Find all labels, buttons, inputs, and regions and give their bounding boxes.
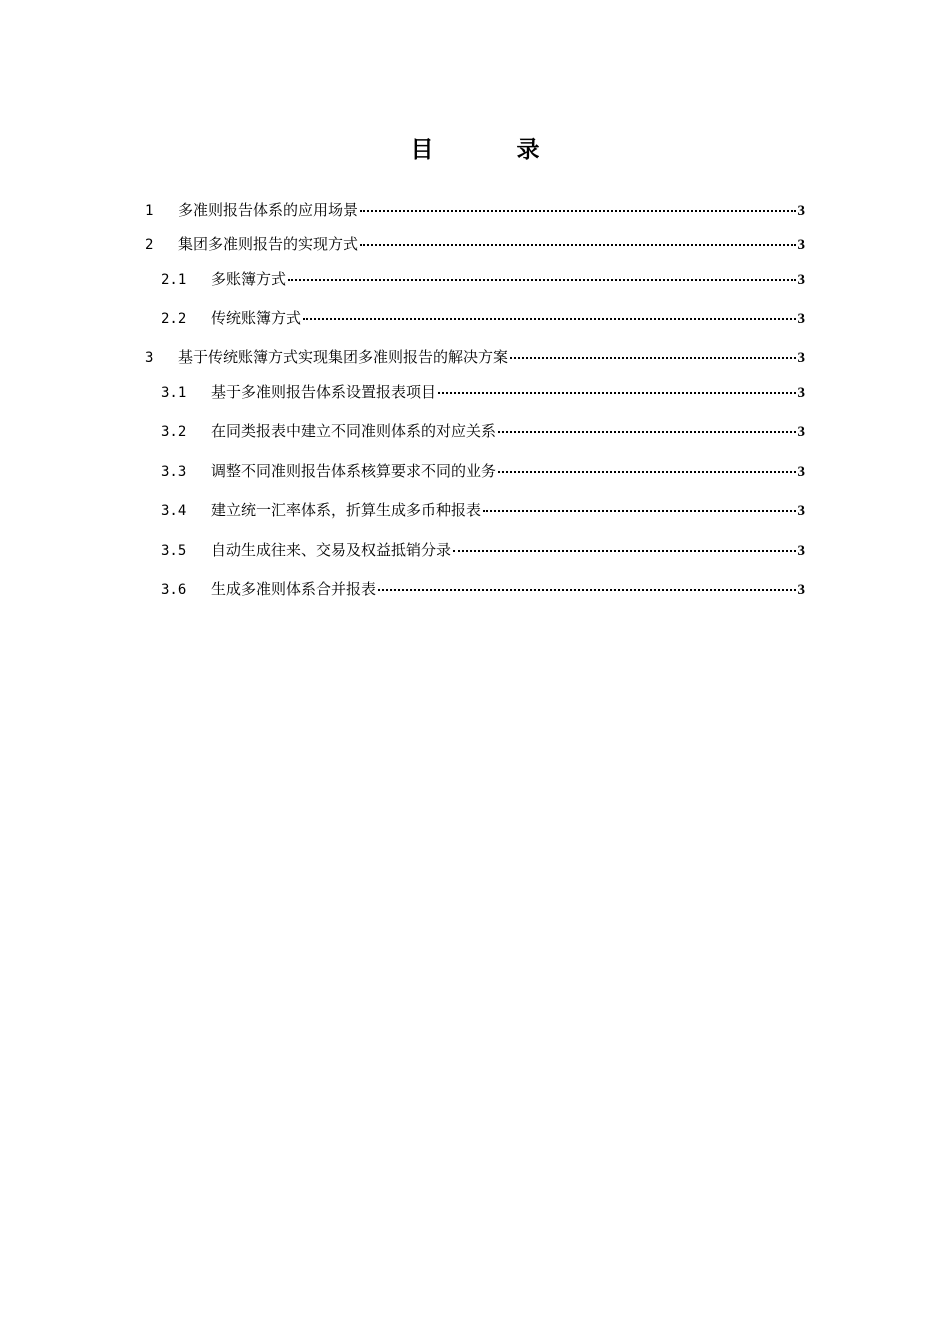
toc-entry-number: 2.2 bbox=[161, 311, 187, 327]
toc-leader-dots bbox=[288, 278, 795, 281]
toc-entry-text: 生成多准则体系合并报表 bbox=[211, 580, 377, 598]
toc-entry-page: 3 bbox=[797, 424, 805, 440]
toc-entry[interactable] bbox=[145, 234, 805, 255]
toc-entry-number: 2.1 bbox=[161, 272, 187, 288]
toc-entry[interactable] bbox=[161, 382, 805, 403]
toc-entry[interactable] bbox=[145, 347, 805, 368]
toc-entry-number: 3.2 bbox=[161, 424, 187, 440]
toc-entry-text: 多准则报告体系的应用场景 bbox=[178, 201, 359, 219]
toc-entry-page: 3 bbox=[797, 464, 805, 480]
toc-leader-dots bbox=[483, 509, 795, 512]
toc-leader-dots bbox=[453, 549, 795, 552]
toc-entry[interactable] bbox=[161, 269, 805, 290]
toc-entry-number: 1 bbox=[145, 203, 154, 219]
toc-entry-text: 基于多准则报告体系设置报表项目 bbox=[211, 383, 437, 401]
toc-entry[interactable] bbox=[161, 579, 805, 600]
toc-leader-dots bbox=[303, 317, 795, 320]
toc-entry-number: 3.3 bbox=[161, 464, 187, 480]
toc-entry-text: 多账簿方式 bbox=[211, 270, 287, 288]
toc-entry-number: 3.1 bbox=[161, 385, 187, 401]
toc-entry-page: 3 bbox=[797, 203, 805, 219]
toc-entry[interactable] bbox=[161, 500, 805, 521]
toc-entry-text: 传统账簿方式 bbox=[211, 309, 302, 327]
toc-leader-dots bbox=[360, 209, 795, 212]
toc-title: 目 录 bbox=[410, 136, 570, 163]
toc-entry[interactable] bbox=[161, 421, 805, 442]
toc-entry-page: 3 bbox=[797, 311, 805, 327]
toc-entry-page: 3 bbox=[797, 503, 805, 519]
toc-entry-number: 3.4 bbox=[161, 503, 187, 519]
toc-entry-page: 3 bbox=[797, 543, 805, 559]
toc-entry-number: 3.6 bbox=[161, 582, 187, 598]
toc-entry[interactable] bbox=[161, 461, 805, 482]
toc-entry-number: 3 bbox=[145, 350, 154, 366]
toc-entry-text: 基于传统账簿方式实现集团多准则报告的解决方案 bbox=[178, 348, 509, 366]
toc-entry-page: 3 bbox=[797, 385, 805, 401]
toc-entry-number: 2 bbox=[145, 237, 154, 253]
toc-entry[interactable] bbox=[145, 200, 805, 221]
toc-leader-dots bbox=[498, 470, 795, 473]
toc-entry-page: 3 bbox=[797, 350, 805, 366]
toc-entry-number: 3.5 bbox=[161, 543, 187, 559]
toc-entry-text: 调整不同准则报告体系核算要求不同的业务 bbox=[211, 462, 497, 480]
toc-entry[interactable] bbox=[161, 540, 805, 561]
toc-entry-text: 建立统一汇率体系，折算生成多币种报表 bbox=[211, 501, 482, 519]
toc-leader-dots bbox=[510, 356, 795, 359]
toc-entry-page: 3 bbox=[797, 582, 805, 598]
toc-entry-text: 自动生成往来、交易及权益抵销分录 bbox=[211, 541, 452, 559]
toc-entry-text: 集团多准则报告的实现方式 bbox=[178, 235, 359, 253]
toc-entry-page: 3 bbox=[797, 237, 805, 253]
toc-entry-text: 在同类报表中建立不同准则体系的对应关系 bbox=[211, 422, 497, 440]
toc-leader-dots bbox=[360, 243, 795, 246]
toc-leader-dots bbox=[378, 588, 795, 591]
toc-entry[interactable] bbox=[161, 308, 805, 329]
toc-leader-dots bbox=[498, 430, 795, 433]
toc-entry-page: 3 bbox=[797, 272, 805, 288]
toc-leader-dots bbox=[438, 391, 795, 394]
